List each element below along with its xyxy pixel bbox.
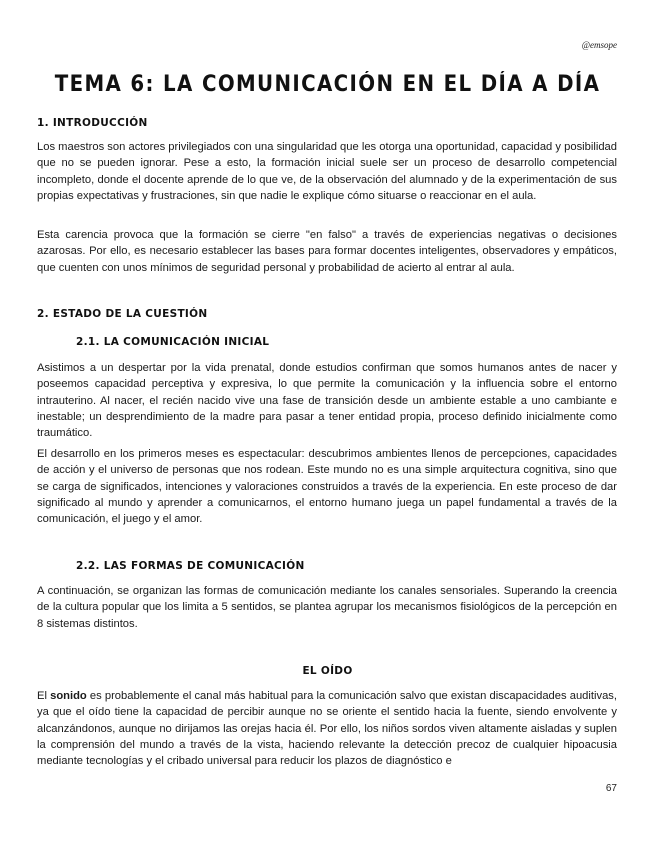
subsection-heading-formas-comunicacion: 2.2. LAS FORMAS DE COMUNICACIÓN [76, 560, 305, 572]
oido-lead: El [37, 690, 51, 702]
oido-text: es probablemente el canal más habitual para la comunicación salvo que existan discapacidades auditivas, ya que el oído tiene la capacidad de percibir aunque no se oriente el sentido hacia la fuente, siendo envolvente y alcanzándonos, aunque no dirijamos las orejas hacia él. Por ello, los niños sordos viven altamente aisladas y suplen la comprensión del mundo a través de la vista, haciendo relevante la detección precoz de cualquier hipoacusia mediante tecnologías y el cribado universal para reducir los plazos de diagnóstico e [37, 690, 617, 768]
page-title: TEMA 6: LA COMUNICACIÓN EN EL DÍA A DÍA [54, 72, 601, 97]
page-number: 67 [605, 783, 617, 794]
comunicacion-inicial-paragraph-2: El desarrollo en los primeros meses es espectacular: descubrimos ambientes llenos de percepciones, capacidades de acción y el universo de personas que nos rodean. Este mundo no es una simple arquitectura cognitiva, sino que se carga de significados, intenciones y valoraciones construidos a través de la experiencia. En este proceso de dar significado al mundo y aprender a comunicarnos, el entorno humano juega un papel fundamental a través de la comunicación, el juego y el amor. [37, 448, 617, 526]
subsection-heading-oido: EL OÍDO [302, 665, 353, 677]
brand-mark: @emsope [581, 40, 617, 50]
formas-comunicacion-paragraph: A continuación, se organizan las formas de comunicación mediante los canales sensoriales. Superando la creencia de la cultura popular que los limita a 5 sentidos, se plantea agrupar los mecanismos fisiológicos de la percepción en 8 sistemas distintos. [37, 585, 617, 630]
intro-paragraph-2: Esta carencia provoca que la formación se cierre "en falso" a través de experiencias negativas o decisiones azarosas. Por ello, es necesario establecer las bases para formar docentes inteligentes, observadores y empáticos, que cuenten con unos mínimos de seguridad personal y probabilidad de acierto al entrar al aula. [37, 229, 617, 274]
section-heading-estado: 2. ESTADO DE LA CUESTIÓN [37, 308, 208, 320]
subsection-heading-comunicacion-inicial: 2.1. LA COMUNICACIÓN INICIAL [76, 336, 270, 348]
section-heading-introduccion: 1. INTRODUCCIÓN [37, 117, 148, 129]
intro-paragraph-1: Los maestros son actores privilegiados con una singularidad que les otorga una oportunidad, capacidad y posibilidad que no se pueden ignorar. Pese a esto, la formación inicial suele ser un proceso de desarrollo competencial incompleto, donde el docente aprende de lo que ve, de la observación del alumnado y de la experimentación de sus propias expectativas y frustraciones, sin que nadie le explique cómo situarse o reaccionar en el aula. [37, 141, 617, 202]
oido-bold-term: sonido [50, 690, 87, 702]
comunicacion-inicial-paragraph-1: Asistimos a un despertar por la vida prenatal, donde estudios confirman que somos humanos antes de nacer y poseemos capacidad perceptiva y expresiva, lo que permite la comunicación y la influencia sobre el entorno intrauterino. Al nacer, el recién nacido vive una fase de transición desde un ambiente estable a uno cambiante e inestable; un desprendimiento de la madre para pasar a tener entidad propia, proceso definido inicialmente como traumático. [37, 362, 617, 440]
oido-paragraph [37, 688, 617, 769]
